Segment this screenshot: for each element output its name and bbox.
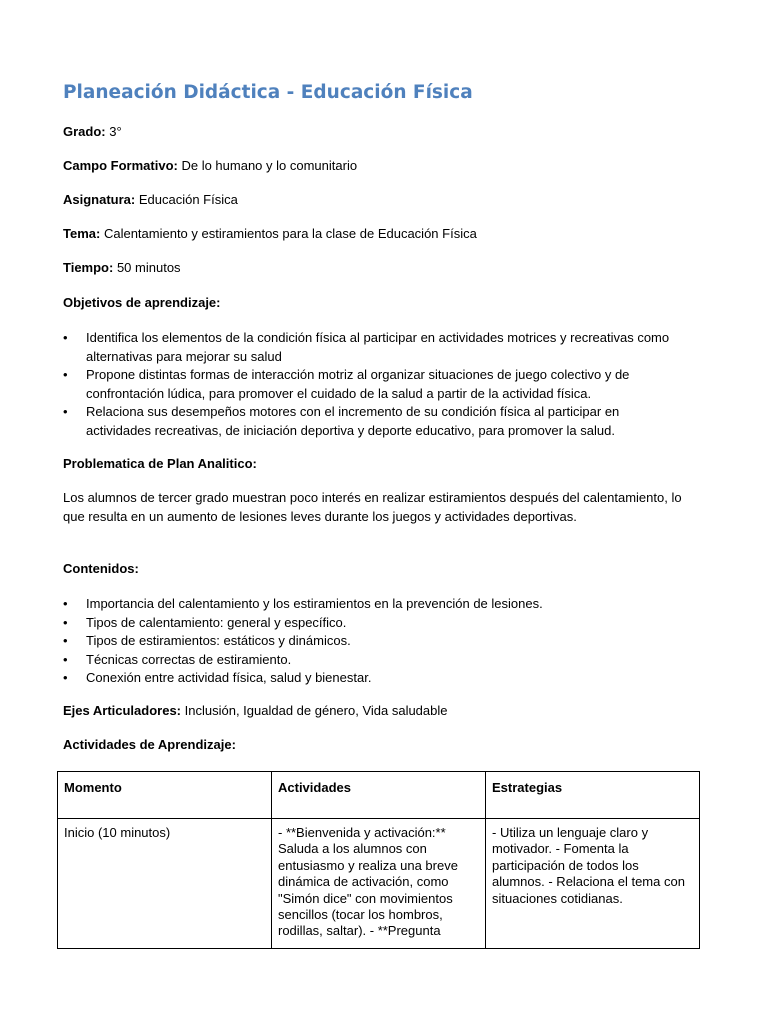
field-tiempo [63,259,181,277]
contenidos-heading: Contenidos: [63,561,139,576]
contenidos-list [63,595,683,688]
field-asignatura [63,191,238,209]
list-item [63,366,683,403]
contenido-text: Tipos de calentamiento: general y específico. [86,614,347,630]
cell-momento [58,819,272,949]
field-ejes-value: Inclusión, Igualdad de género, Vida saludable [184,703,448,718]
field-ejes-label: Ejes Articuladores: [63,703,182,718]
field-tiempo-label: Tiempo: [63,260,114,275]
actividades-heading: Actividades de Aprendizaje: [63,737,236,752]
bullet-icon: • [63,596,68,611]
cell-momento-text: Inicio (10 minutos) [64,825,171,840]
bullet-icon: • [63,670,68,686]
field-asignatura-label: Asignatura: [63,192,136,207]
field-grado-label: Grado: [63,124,106,139]
list-item [63,403,683,440]
contenido-text: Conexión entre actividad física, salud y bienestar. [86,670,372,686]
cell-actividades-text: - **Bienvenida y activación:** Saluda a los alumnos con entusiasmo y realiza una breve dinámica de activación, como "Simón dice" con movimientos sencillos (tocar los hombros, rodillas, saltar). - **Pregunta [278,825,458,939]
objetivo-text: Relaciona sus desempeños motores con el incremento de su condición física al participar en actividades recreativas, de iniciación deportiva y deporte educativo, para promover la salud. [86,404,620,438]
objetivos-list [63,329,683,441]
field-tiempo-value: 50 minutos [116,260,181,275]
bullet-icon: • [63,367,68,383]
field-campo-formativo [63,157,357,175]
field-grado [63,123,122,141]
contenido-text: Importancia del calentamiento y los estiramientos en la prevención de lesiones. [86,596,543,611]
header-estrategias: Estrategias [486,772,700,819]
list-item [63,614,683,633]
header-actividades: Actividades [272,772,486,819]
list-item [63,329,683,366]
field-grado-value: 3° [109,124,122,139]
field-tema-value: Calentamiento y estiramientos para la clase de Educación Física [103,226,477,241]
problematica-text: Los alumnos de tercer grado muestran poco interés en realizar estiramientos después del calentamiento, lo que resulta en un aumento de lesiones leves durante los juegos y actividades deportivas. [63,490,682,524]
actividades-table [57,771,700,949]
list-item [63,595,683,614]
bullet-icon: • [63,651,68,667]
list-item [63,669,683,688]
bullet-icon: • [63,633,68,649]
bullet-icon: • [63,404,68,420]
objetivos-heading: Objetivos de aprendizaje: [63,295,221,310]
problematica-heading: Problematica de Plan Analitico: [63,456,257,471]
field-campo-formativo-label: Campo Formativo: [63,158,178,173]
bullet-icon: • [63,614,68,630]
field-tema [63,225,477,243]
bullet-icon: • [63,330,68,345]
cell-estrategias-text: - Utiliza un lenguaje claro y motivador. - Fomenta la participación de todos los alumnos. - Relaciona el tema con situaciones cotidianas. [492,825,685,906]
table-row [58,819,700,949]
contenido-text: Tipos de estiramientos: estáticos y dinámicos. [86,633,351,649]
contenido-text: Técnicas correctas de estiramiento. [86,651,292,667]
cell-estrategias [486,819,700,949]
document-title: Planeación Didáctica - Educación Física [63,82,473,103]
list-item [63,651,683,670]
header-momento: Momento [58,772,272,819]
cell-actividades [272,819,486,949]
field-ejes-articuladores [63,702,448,720]
field-campo-formativo-value: De lo humano y lo comunitario [181,158,358,173]
objetivo-text: Propone distintas formas de interacción motriz al organizar situaciones de juego colectivo y de confrontación lúdica, para promover el cuidado de la salud a partir de la actividad física. [86,367,630,401]
field-tema-label: Tema: [63,226,101,241]
objetivo-text: Identifica los elementos de la condición física al participar en actividades motrices y recreativas como alternativas para mejorar su salud [86,330,670,364]
field-asignatura-value: Educación Física [138,192,238,207]
table-header-row [58,772,700,819]
list-item [63,632,683,651]
